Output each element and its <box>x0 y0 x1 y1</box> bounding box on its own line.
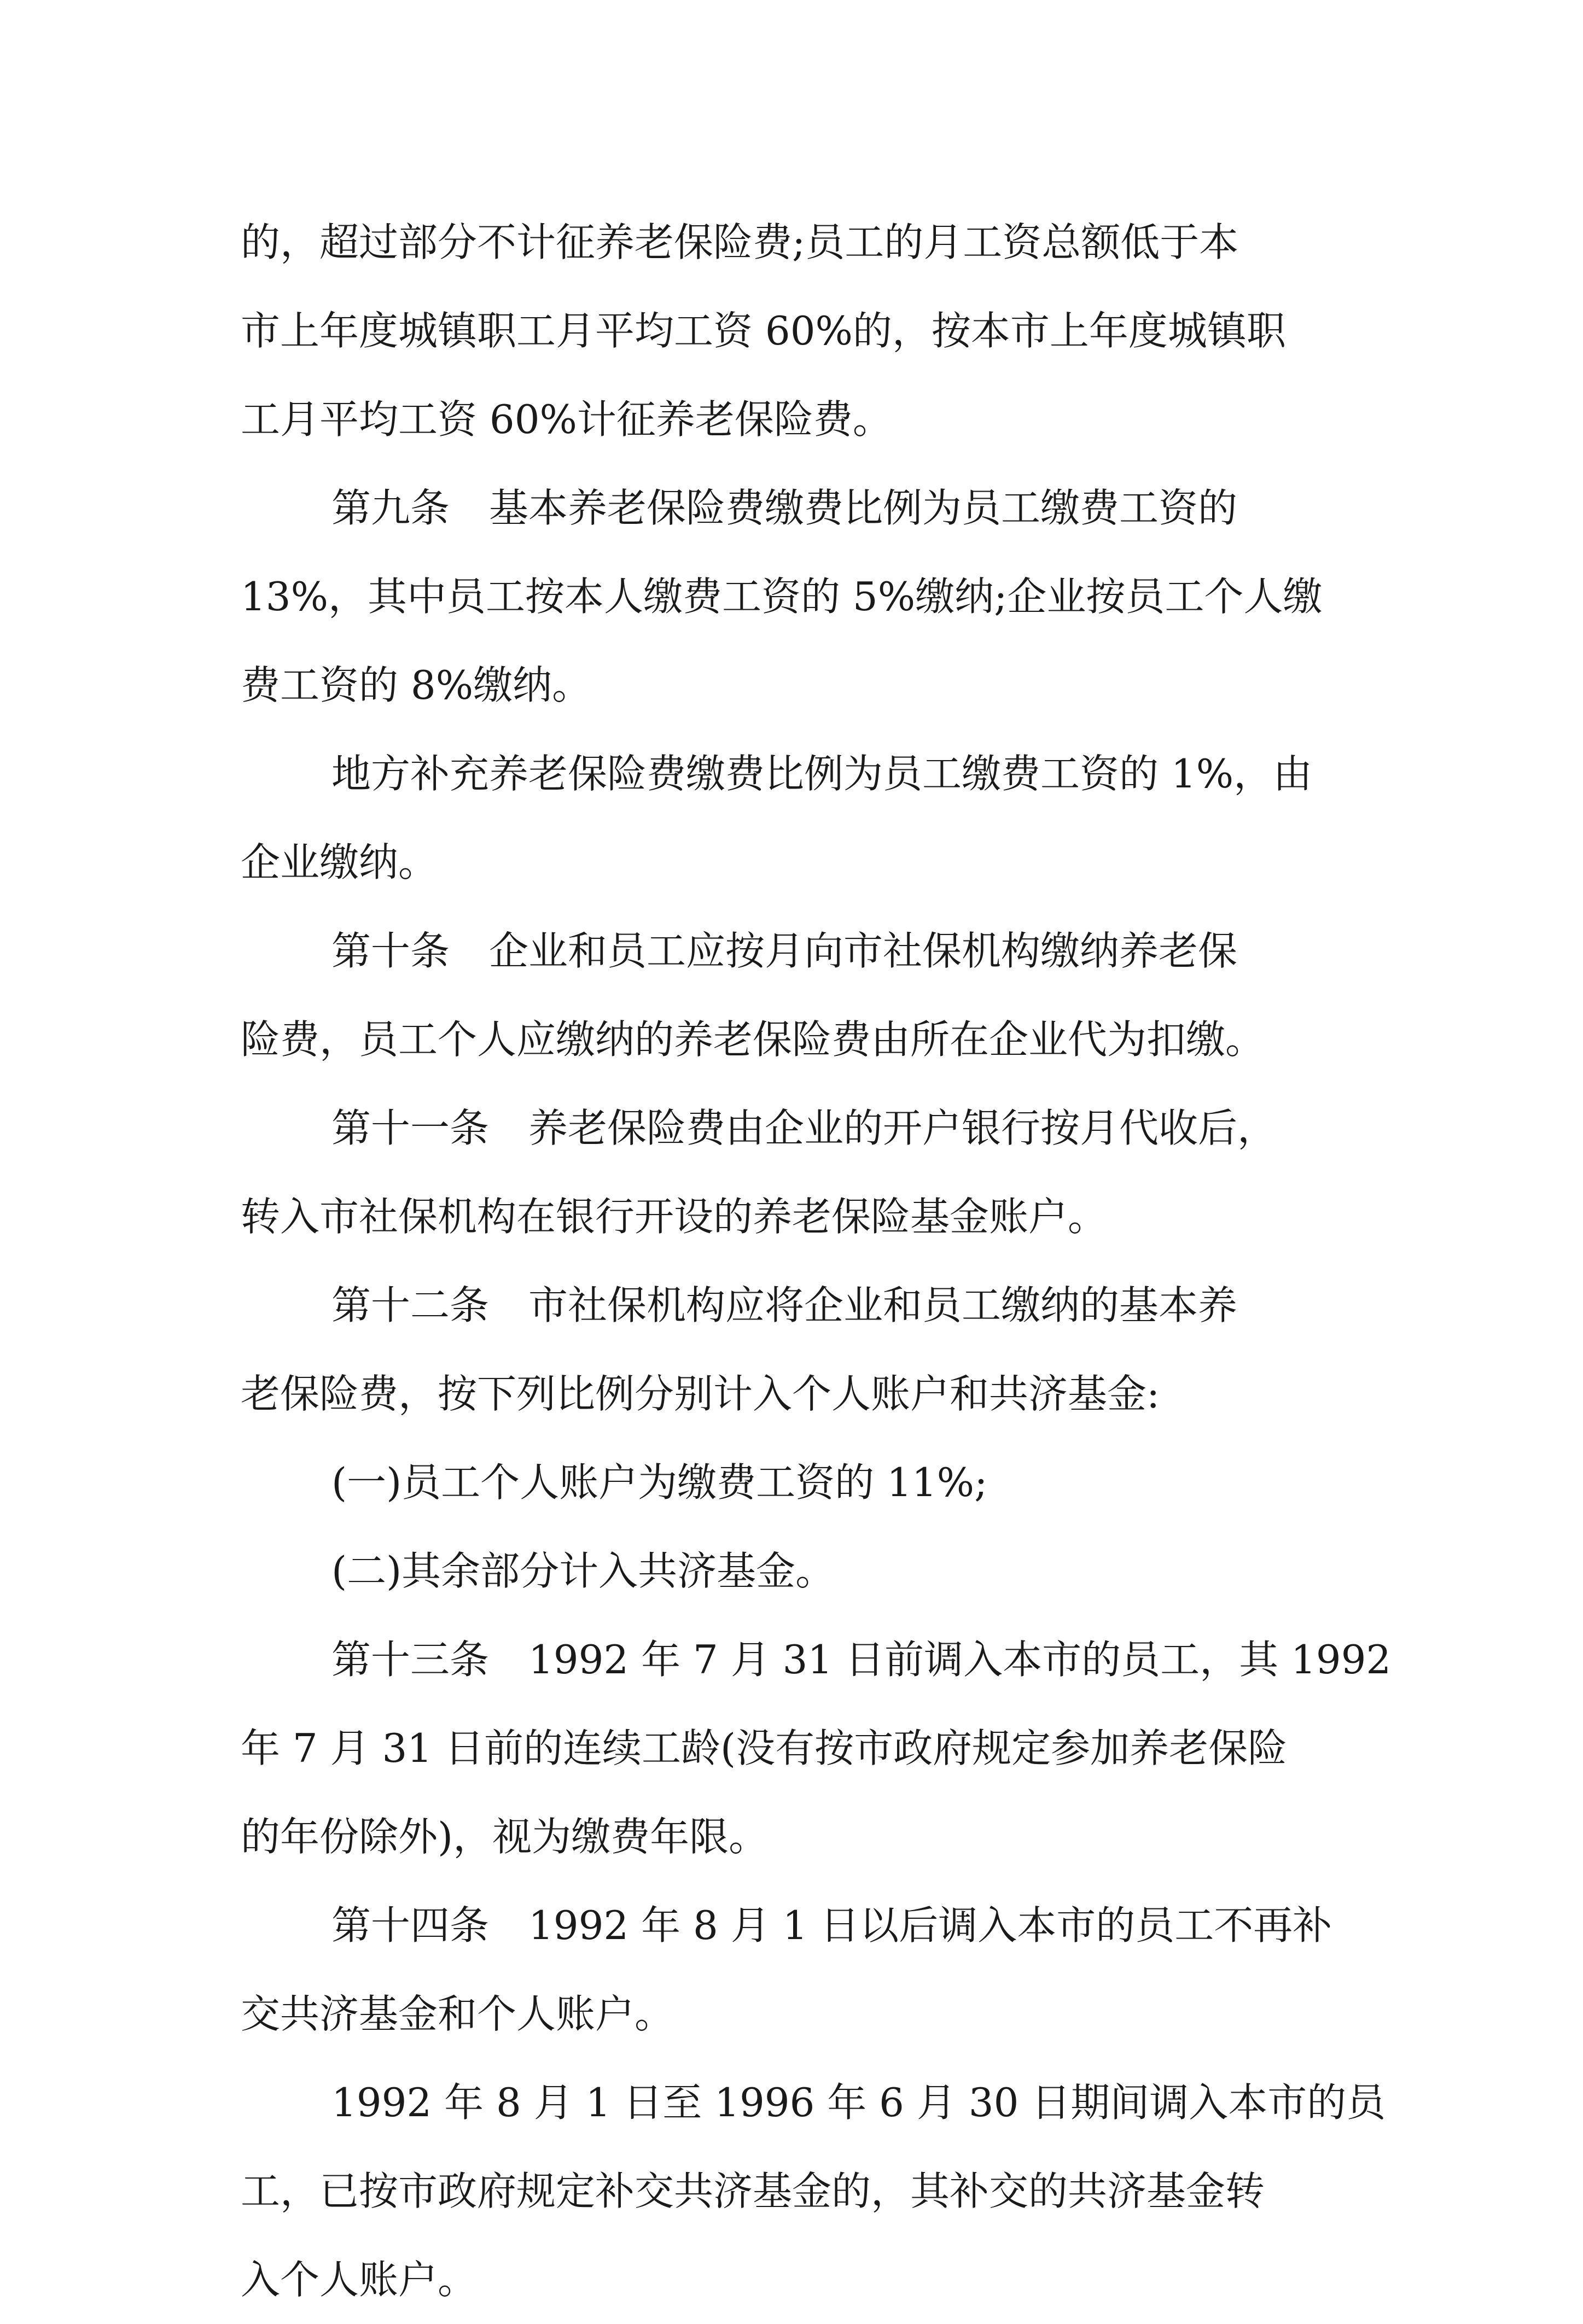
article-14-line-1: 第十四条 1992 年 8 月 1 日以后调入本市的员工不再补 <box>331 1902 1332 1948</box>
article-9-line-1: 第九条 基本养老保险费缴费比例为员工缴费工资的 <box>331 485 1238 531</box>
article-12-item-1: (一)员工个人账户为缴费工资的 11%; <box>331 1459 988 1505</box>
text-line-3: 工月平均工资 60%计征养老保险费。 <box>241 396 892 442</box>
article-13-line-2: 年 7 月 31 日前的连续工龄(没有按市政府规定参加养老保险 <box>241 1725 1288 1771</box>
article-9-line-3: 费工资的 8%缴纳。 <box>241 662 592 708</box>
article-12-line-2: 老保险费，按下列比例分别计入个人账户和共济基金: <box>241 1371 1160 1417</box>
text-line-1: 的，超过部分不计征养老保险费;员工的月工资总额低于本 <box>241 219 1239 265</box>
article-13-line-1: 第十三条 1992 年 7 月 31 日前调入本市的员工，其 1992 <box>331 1637 1392 1683</box>
article-10-line-2: 险费，员工个人应缴纳的养老保险费由所在企业代为扣缴。 <box>241 1017 1265 1062</box>
document-body <box>241 198 1392 2324</box>
transfer-line-1: 1992 年 8 月 1 日至 1996 年 6 月 30 日期间调入本市的员 <box>331 2080 1386 2126</box>
article-11-line-1: 第十一条 养老保险费由企业的开户银行按月代收后， <box>331 1105 1277 1151</box>
supplement-line-1: 地方补充养老保险费缴费比例为员工缴费工资的 1%，由 <box>331 751 1313 797</box>
article-11-line-2: 转入市社保机构在银行开设的养老保险基金账户。 <box>241 1194 1108 1240</box>
article-10-line-1: 第十条 企业和员工应按月向市社保机构缴纳养老保 <box>331 928 1238 974</box>
article-14-line-2: 交共济基金和个人账户。 <box>241 1991 674 2037</box>
transfer-line-2: 工，已按市政府规定补交共济基金的，其补交的共济基金转 <box>241 2168 1265 2214</box>
article-13-line-3: 的年份除外)，视为缴费年限。 <box>241 1814 769 1860</box>
text-line-2: 市上年度城镇职工月平均工资 60%的，按本市上年度城镇职 <box>241 308 1286 354</box>
transfer-line-3: 入个人账户。 <box>241 2257 478 2303</box>
article-9-line-2: 13%，其中员工按本人缴费工资的 5%缴纳;企业按员工个人缴 <box>241 574 1323 620</box>
article-12-line-1: 第十二条 市社保机构应将企业和员工缴纳的基本养 <box>331 1282 1238 1328</box>
article-12-item-2: (二)其余部分计入共济基金。 <box>331 1548 835 1594</box>
supplement-line-2: 企业缴纳。 <box>241 839 438 885</box>
